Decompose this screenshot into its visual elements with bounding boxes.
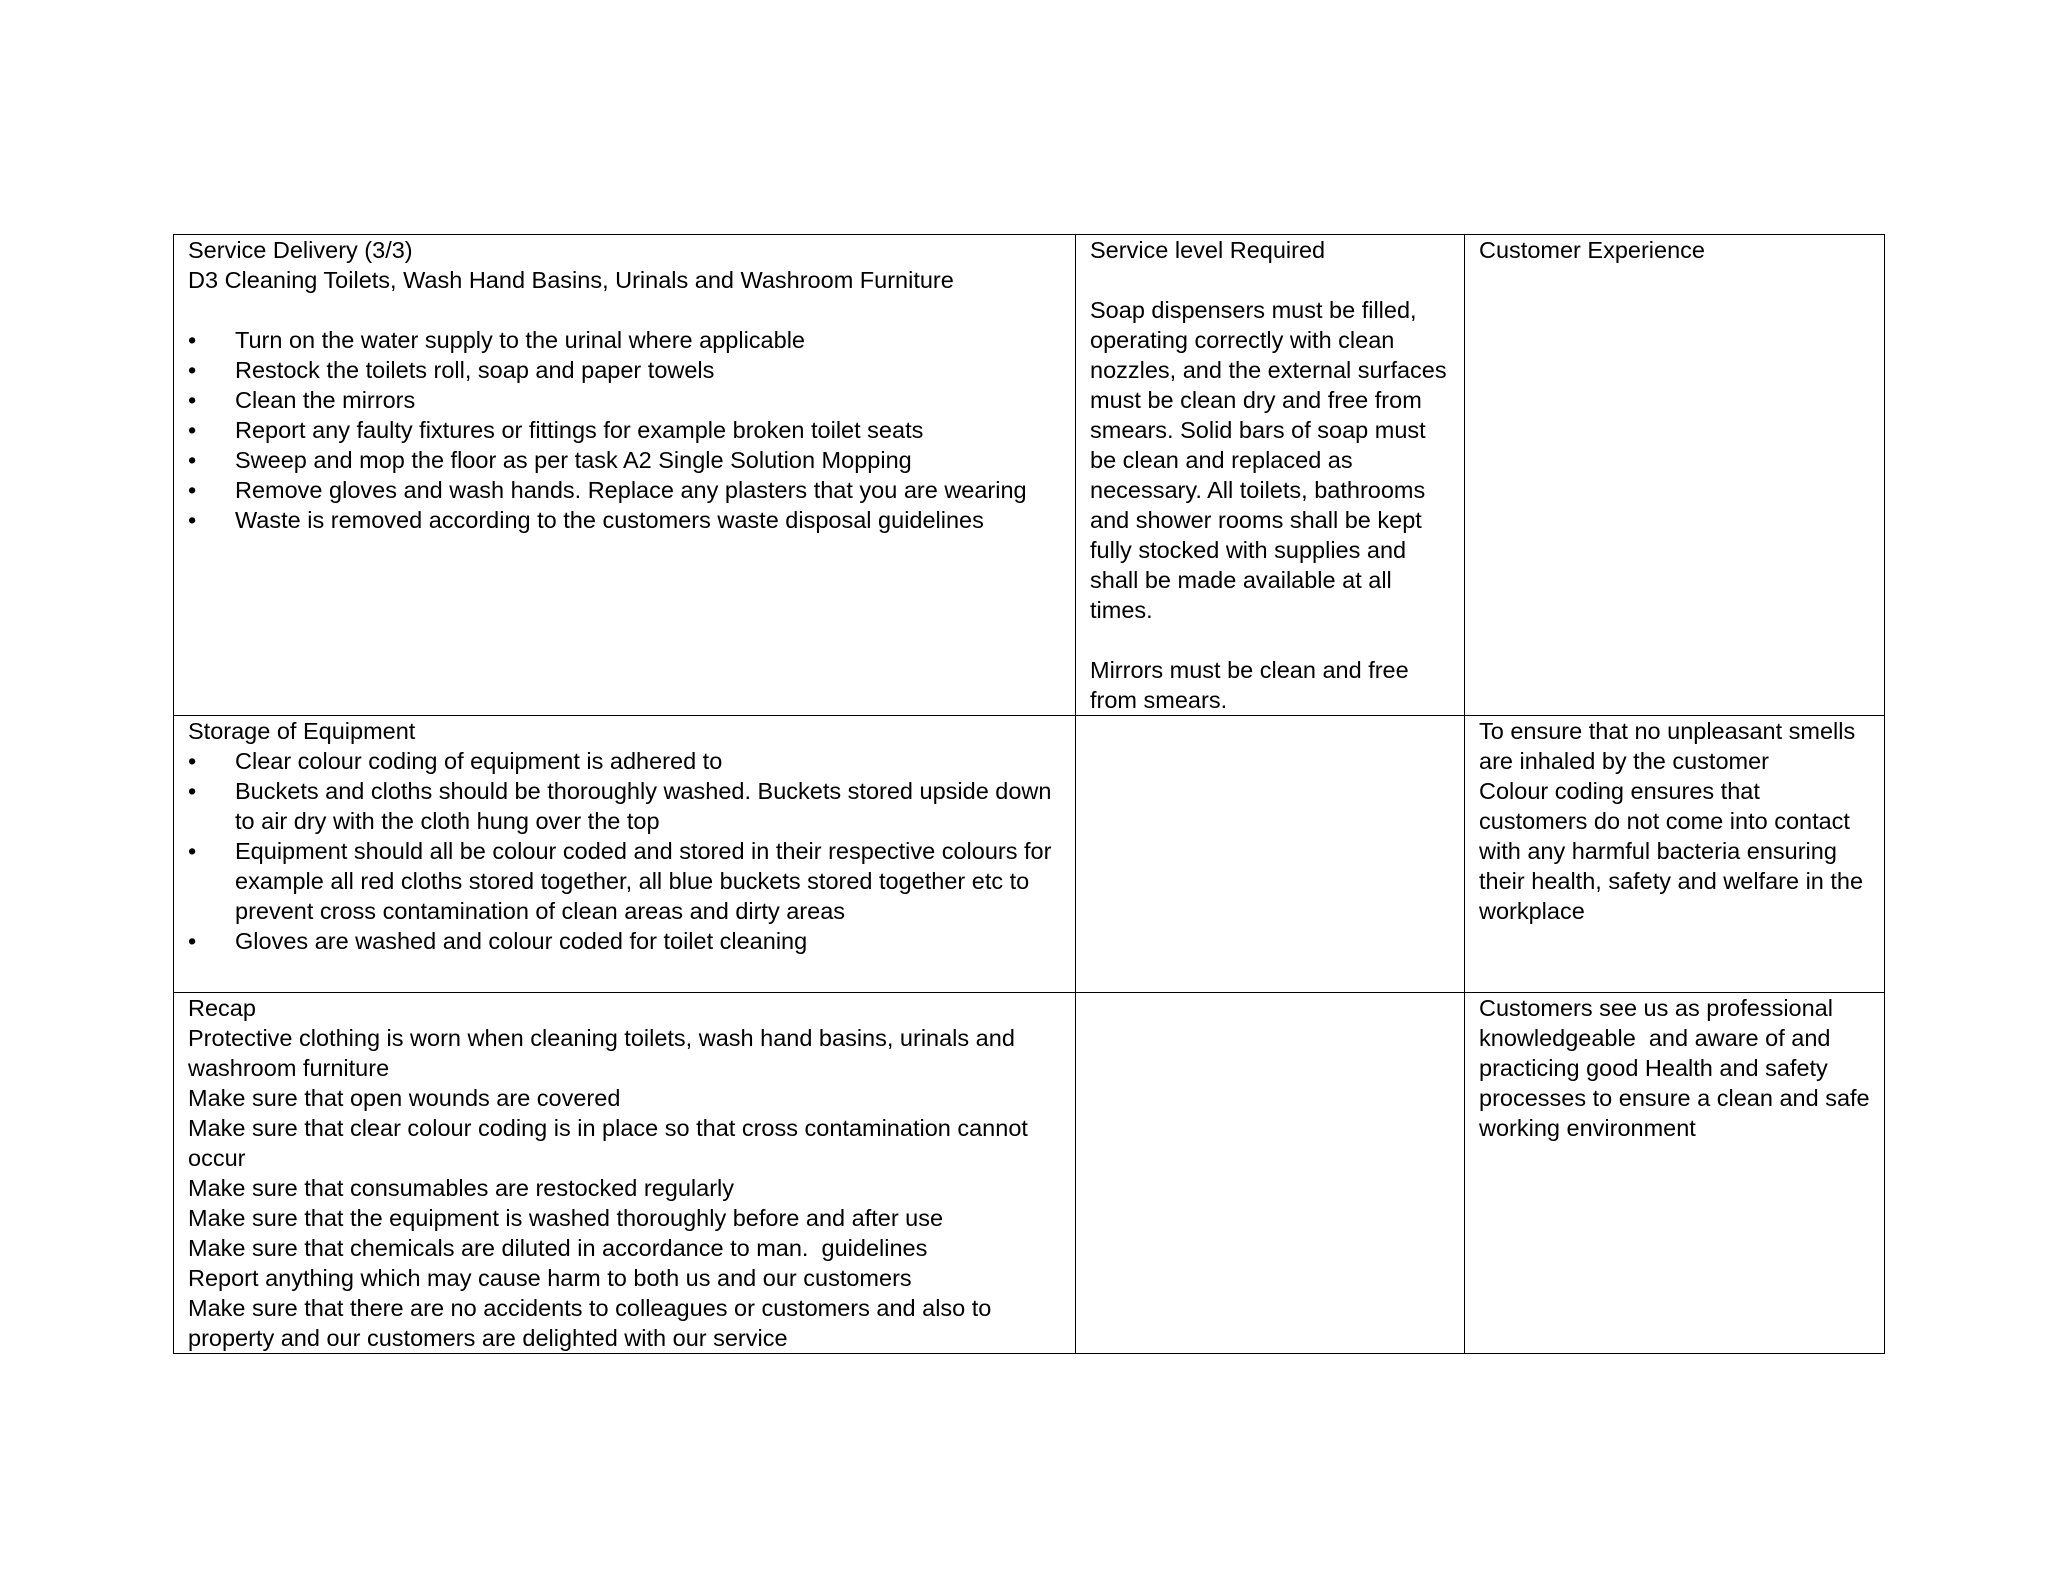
customer-experience-text: To ensure that no unpleasant smells are inhaled by the customer	[1479, 718, 1862, 774]
list-item: • Restock the toilets roll, soap and paper towels	[188, 355, 1063, 385]
recap-line: Make sure that chemicals are diluted in accordance to man. guidelines	[188, 1235, 928, 1261]
cell-storage-tasks	[174, 716, 1076, 993]
cell-customer-experience-header	[1465, 235, 1885, 716]
table-row-recap	[174, 993, 1885, 1354]
customer-experience-text: Colour coding ensures that customers do not come into contact with any harmful bacteria ensuring their health, safety and welfare in the workplace	[1479, 778, 1870, 924]
cell-storage-customer-experience	[1465, 716, 1885, 993]
list-item: • Clear colour coding of equipment is adhered to	[188, 746, 1063, 776]
section-heading: Service Delivery (3/3)	[188, 237, 413, 263]
recap-line: Make sure that there are no accidents to colleagues or customers and also to property and our customers are delighted with our service	[188, 1295, 998, 1351]
recap-line: Make sure that the equipment is washed thoroughly before and after use	[188, 1205, 944, 1231]
task-bullet-list	[188, 325, 1063, 535]
table-row-service-delivery	[174, 235, 1885, 716]
list-item: • Gloves are washed and colour coded for toilet cleaning	[188, 926, 1063, 956]
spacer	[1090, 265, 1452, 295]
section-heading: Storage of Equipment	[188, 718, 416, 744]
section-subheading: D3 Cleaning Toilets, Wash Hand Basins, Urinals and Washroom Furniture	[188, 267, 954, 293]
column-heading-customer-experience: Customer Experience	[1479, 237, 1705, 263]
section-heading: Recap	[188, 995, 256, 1021]
list-item: • Remove gloves and wash hands. Replace any plasters that you are wearing	[188, 475, 1063, 505]
recap-line: Make sure that clear colour coding is in place so that cross contamination cannot occur	[188, 1115, 1035, 1171]
list-item: • Report any faulty fixtures or fittings for example broken toilet seats	[188, 415, 1063, 445]
column-heading-service-level: Service level Required	[1090, 237, 1326, 263]
list-item: • Clean the mirrors	[188, 385, 1063, 415]
cell-service-level	[1076, 235, 1465, 716]
list-item: • Buckets and cloths should be thoroughly washed. Buckets stored upside down to air dry with the cloth hung over the top	[188, 776, 1063, 836]
cell-recap-customer-experience	[1465, 993, 1885, 1354]
list-item: • Equipment should all be colour coded and stored in their respective colours for example all red cloths stored together, all blue buckets stored together etc to prevent cross contamination of clean areas and dirty areas	[188, 836, 1063, 926]
customer-experience-text: Customers see us as professional knowledgeable and aware of and practicing good Health and safety processes to ensure a clean and safe working environment	[1479, 995, 1877, 1141]
service-level-paragraph: Mirrors must be clean and free from smears.	[1090, 657, 1416, 713]
list-item: • Sweep and mop the floor as per task A2 Single Solution Mopping	[188, 445, 1063, 475]
cell-empty	[1076, 716, 1465, 993]
list-item: • Waste is removed according to the customers waste disposal guidelines	[188, 505, 1063, 535]
recap-line: Make sure that open wounds are covered	[188, 1085, 621, 1111]
service-delivery-table	[173, 234, 1885, 1354]
cell-service-delivery-tasks	[174, 235, 1076, 716]
spacer	[188, 295, 1063, 325]
recap-line: Make sure that consumables are restocked regularly	[188, 1175, 734, 1201]
table-row-storage	[174, 716, 1885, 993]
storage-bullet-list	[188, 746, 1063, 956]
service-level-paragraph: Soap dispensers must be filled, operating correctly with clean nozzles, and the external surfaces must be clean dry and free from smears. Solid bars of soap must be clean and replaced as necessary. All toilets, bathrooms and shower rooms shall be kept fully stocked with supplies and shall be made available at all times.	[1090, 297, 1454, 623]
list-item: • Turn on the water supply to the urinal where applicable	[188, 325, 1063, 355]
recap-line: Protective clothing is worn when cleaning toilets, wash hand basins, urinals and washroom furniture	[188, 1025, 1022, 1081]
cell-recap	[174, 993, 1076, 1354]
recap-line: Report anything which may cause harm to both us and our customers	[188, 1265, 912, 1291]
cell-empty	[1076, 993, 1465, 1354]
spacer	[1090, 625, 1452, 655]
